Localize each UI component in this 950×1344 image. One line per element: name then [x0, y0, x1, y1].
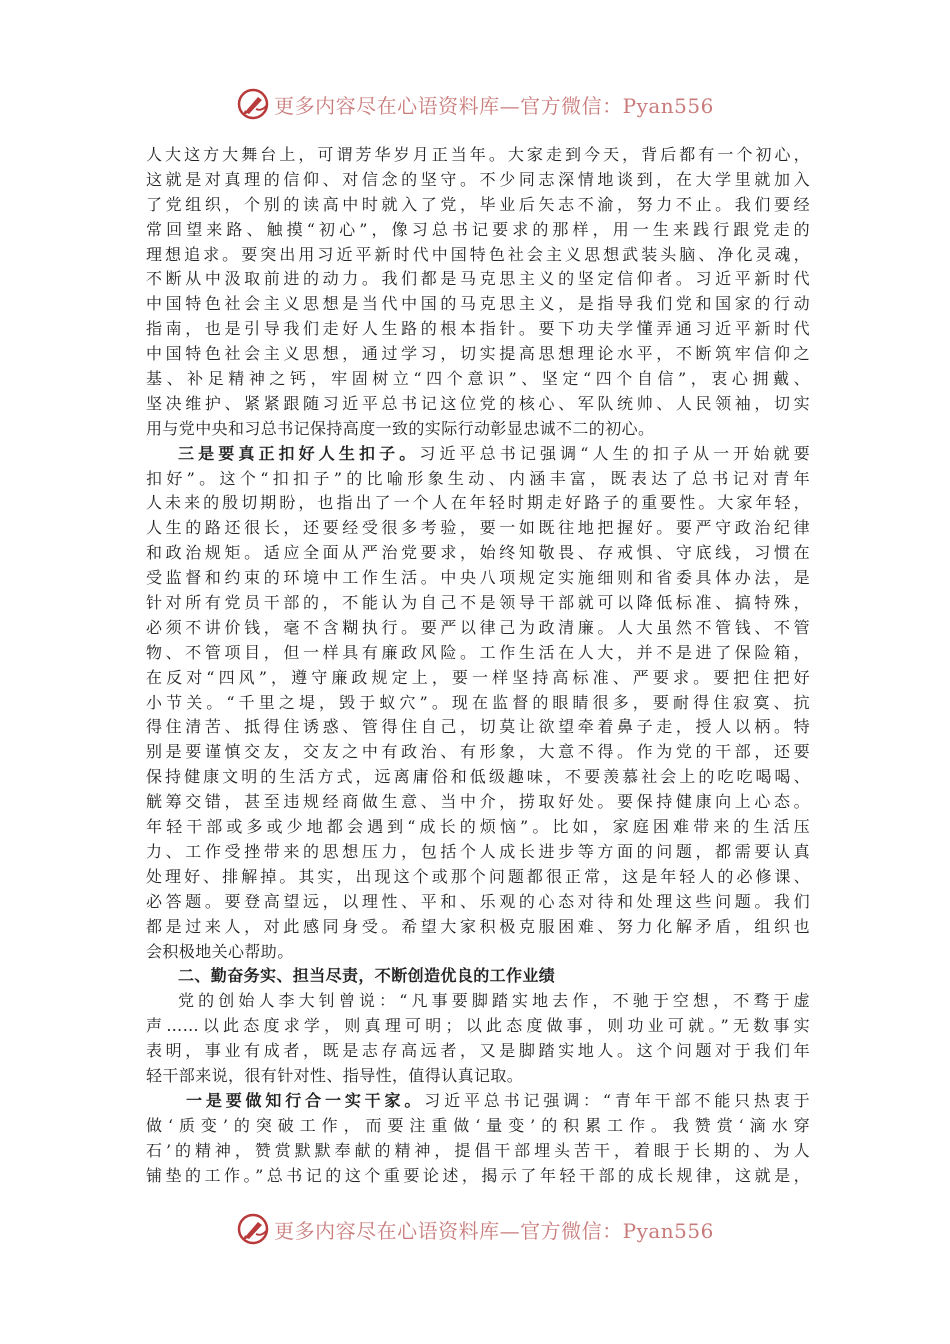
text-line: 石’的精神，赞赏默默奉献的精神，提倡干部埋头苦干，着眼于长期的、为人 — [146, 1140, 810, 1160]
text-line: 必须不讲价钱，毫不含糊执行。要严以律己为政清廉。人大虽然不管钱、不管 — [146, 617, 810, 637]
pen-logo-icon — [236, 1212, 270, 1246]
text-line: 中国特色社会主义思想，通过学习，切实提高思想理论水平，不断筑牢信仰之 — [146, 344, 810, 364]
text-span: 习近平总书记强调：“青年干部不能只热衷于 — [424, 1090, 810, 1110]
text-line: 扣好”。这个“扣扣子”的比喻形象生动、内涵丰富，既表达了总书记对青年 — [146, 468, 810, 488]
text-line: 做‘质变’的突破工作，而要注重做‘量变’的积累工作。我赞赏‘滴水穿 — [146, 1115, 810, 1135]
footer-watermark-banner — [0, 1209, 950, 1249]
text-line: 保持健康文明的生活方式，远离庸俗和低级趣味，不要羡慕社会上的吃吃喝喝、 — [146, 767, 810, 787]
text-line: 和政治规矩。适应全面从严治党要求，始终知敬畏、存戒惧、守底线，习惯在 — [146, 543, 810, 563]
paragraph-point-one — [146, 1089, 810, 1114]
text-line: 表明，事业有成者，既是志存高远者，又是脚踏实地人。这个问题对于我们年 — [146, 1041, 810, 1061]
text-line: 人未来的殷切期盼，也指出了一个人在年轻时期走好路子的重要性。大家年轻， — [146, 493, 810, 513]
text-line: 处理好、排解掉。其实，出现这个或那个问题都很正常，这是年轻人的必修课、 — [146, 866, 810, 886]
text-line: 物、不管项目，但一样具有廉政风险。工作生活在人大，并不是进了保险箱， — [146, 642, 810, 662]
text-line: 中国特色社会主义思想是当代中国的马克思主义，是指导我们党和国家的行动 — [146, 294, 810, 314]
text-line: 都是过来人，对此感同身受。希望大家积极克服困难、努力化解矛盾，组织也 — [146, 916, 810, 936]
text-line: 不断从中汲取前进的动力。我们都是马克思主义的坚定信仰者。习近平新时代 — [146, 269, 810, 289]
watermark-text: 更多内容尽在心语资料库—官方微信：Pyan556 — [274, 1218, 714, 1243]
text-line: 必答题。要登高望远，以理性、平和、乐观的心态对待和处理这些问题。我们 — [146, 891, 810, 911]
text-line: 坚决维护、紧紧跟随习近平总书记这位党的核心、军队统帅、人民领袖，切实 — [146, 393, 810, 413]
text-line: 声……以此态度求学，则真理可明；以此态度做事，则功业可就。”无数事实 — [146, 1016, 810, 1036]
text-line: 党的创始人李大钊曾说：“凡事要脚踏实地去作，不驰于空想，不骛于虚 — [178, 991, 810, 1011]
bold-lead-point-three: 三是要真正扣好人生扣子。 — [178, 443, 420, 463]
watermark-text: 更多内容尽在心语资料库—官方微信：Pyan556 — [274, 93, 714, 118]
text-line: 了党组织，个别的读高中时就入了党，毕业后矢志不渝，努力不止。我们要经 — [146, 194, 810, 214]
text-line: 针对所有党员干部的，不能认为自己不是领导干部就可以降低标准、搞特殊， — [146, 593, 810, 613]
text-line: 在反对“四风”，遵守廉政规定上，要一样坚持高标准、严要求。要把住把好 — [146, 667, 810, 687]
text-line: 这就是对真理的信仰、对信念的坚守。不少同志深情地谈到，在大学里就加入 — [146, 169, 810, 189]
header-watermark-banner — [0, 84, 950, 124]
bold-lead-point-one: 一是要做知行合一实干家。 — [186, 1090, 425, 1110]
text-line: 得住清苦、抵得住诱惑、管得住自己，切莫让欲望牵着鼻子走，授人以柄。特 — [146, 717, 810, 737]
text-line: 人生的路还很长，还要经受很多考验，要一如既往地把握好。要严守政治纪律 — [146, 518, 810, 538]
text-line: 轻干部来说，很有针对性、指导性，值得认真记取。 — [146, 1065, 524, 1085]
text-span: 习近平总书记强调“人生的扣子从一开始就要 — [419, 443, 810, 463]
text-line: 人大这方大舞台上，可谓芳华岁月正当年。大家走到今天，背后都有一个初心， — [146, 145, 810, 164]
paragraph-point-three — [146, 442, 810, 467]
text-line: 指南，也是引导我们走好人生路的根本指针。要下功夫学懂弄通习近平新时代 — [146, 319, 810, 339]
text-line: 基、补足精神之钙，牢固树立“四个意识”、坚定“四个自信”，衷心拥戴、 — [146, 369, 810, 389]
section-heading: 二、勤奋务实、担当尽责，不断创造优良的工作业绩 — [178, 966, 556, 986]
text-line: 年轻干部或多或少地都会遇到“成长的烦恼”。比如，家庭困难带来的生活压 — [146, 817, 810, 837]
text-line: 理想追求。要突出用习近平新时代中国特色社会主义思想武装头脑、净化灵魂， — [146, 244, 810, 264]
text-line: 小节关。“千里之堤，毁于蚁穴”。现在监督的眼睛很多，要耐得住寂寞、抗 — [146, 692, 810, 712]
pen-logo-icon — [236, 87, 270, 121]
text-line: 别是要谨慎交友，交友之中有政治、有形象，大意不得。作为党的干部，还要 — [146, 742, 810, 762]
text-line: 受监督和约束的环境中工作生活。中央八项规定实施细则和省委具体办法，是 — [146, 568, 810, 588]
text-line: 铺垫的工作。”总书记的这个重要论述，揭示了年轻干部的成长规律，这就是， — [146, 1165, 810, 1185]
text-line: 常回望来路、触摸“初心”，像习总书记要求的那样，用一生来践行跟党走的 — [146, 219, 810, 239]
text-line: 觥筹交错，甚至违规经商做生意、当中介，捞取好处。要保持健康向上心态。 — [146, 792, 810, 812]
text-line: 会积极地关心帮助。 — [146, 941, 294, 961]
text-line: 力、工作受挫带来的思想压力，包括个人成长进步等方面的问题，都需要认真 — [146, 841, 810, 861]
text-line: 用与党中央和习总书记保持高度一致的实际行动彰显忠诚不二的初心。 — [146, 418, 655, 438]
article-body — [146, 143, 810, 1188]
